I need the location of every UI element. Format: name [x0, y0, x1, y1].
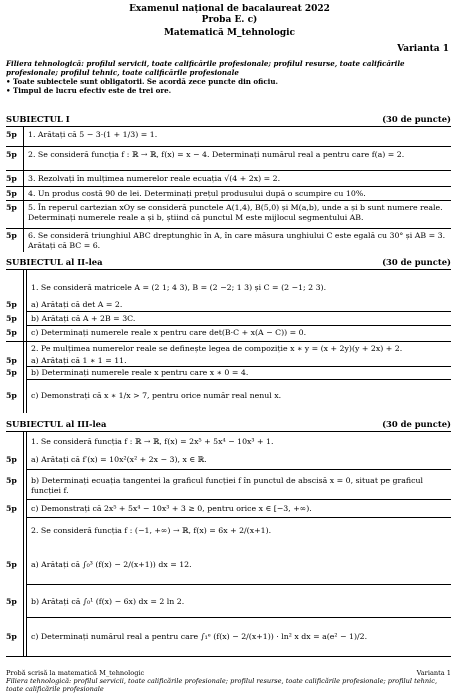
subiect-3-header: [6, 419, 451, 430]
bullet-timp: • Timpul de lucru efectiv este de trei ore.: [6, 86, 172, 95]
subiect-3-points: (30 de puncte): [382, 419, 451, 429]
question-text: 2. Se consideră funcția f : (−1, +∞) → ℝ, f(x) = 6x + 2/(x+1).: [31, 526, 272, 535]
points-label: 5p: [6, 391, 17, 400]
item-text: 4. Un produs costă 90 de lei. Determinați prețul produsului după o scumpire cu 10%.: [28, 189, 366, 198]
column-divider: [23, 269, 24, 385]
points-label: 5p: [6, 231, 17, 240]
points-label: 5p: [6, 203, 17, 212]
points-label: 5p: [6, 174, 17, 183]
item-text: 1. Arătați că 5 − 3·(1 + 1/3) = 1.: [28, 130, 158, 139]
divider: [6, 126, 451, 127]
item-text: b) Determinați numerele reale x pentru care x ∗ 0 = 4.: [31, 368, 249, 377]
points-label: 5p: [6, 560, 17, 569]
footer: [6, 669, 451, 693]
divider: [26, 617, 451, 618]
item-text: b) Arătați că A + 2B = 3C.: [31, 314, 136, 323]
points-label: 5p: [6, 504, 17, 513]
divider: [6, 146, 451, 147]
item-text: c) Demonstrați că 2x⁵ + 5x⁴ − 10x³ + 3 ≥ 0, pentru orice x ∈ [−3, +∞).: [31, 504, 312, 513]
divider: [6, 170, 451, 171]
intro-block: [6, 59, 451, 95]
divider: [26, 379, 451, 380]
points-label: 5p: [6, 150, 17, 159]
divider: [6, 228, 451, 229]
points-label: 5p: [6, 632, 17, 641]
divider: [6, 431, 451, 432]
divider: [26, 517, 451, 518]
divider: [6, 656, 451, 657]
subiect-2-title: SUBIECTUL al II-lea: [6, 257, 103, 267]
item-text: c) Determinați numărul real a pentru care ∫₁ᵉ (f(x) − 2/(x+1)) · ln² x dx = a(e² − 1)/2.: [31, 632, 368, 641]
points-label: 5p: [6, 300, 17, 309]
exam-proba: Proba E. c): [201, 15, 258, 25]
column-divider: [26, 269, 27, 385]
divider: [26, 499, 451, 500]
filiera-text: Filiera tehnologică: profilul servicii, toate calificările profesionale; profilul resurse, toate calificările profesionale; profilul tehnic, toate calificările profesionale: [6, 59, 405, 77]
points-label: 5p: [6, 130, 17, 139]
item-text: c) Determinați numerele reale x pentru care det(B·C + x(A − C)) = 0.: [31, 328, 307, 337]
points-label: 5p: [6, 455, 17, 464]
exam-subject: Matematică M_tehnologic: [163, 28, 296, 38]
points-label: 5p: [6, 356, 17, 365]
divider: [6, 341, 451, 342]
points-label: 5p: [6, 597, 17, 606]
points-label: 5p: [6, 476, 17, 485]
divider: [6, 269, 451, 270]
bullet-obligatorii: • Toate subiectele sunt obligatorii. Se acordă zece puncte din oficiu.: [6, 77, 278, 86]
points-label: 5p: [6, 328, 17, 337]
column-divider: [23, 385, 24, 413]
divider: [6, 186, 451, 187]
divider: [26, 311, 451, 312]
divider: [26, 325, 451, 326]
item-text: a) Arătați că f′(x) = 10x²(x² + 2x − 3), x ∈ ℝ.: [31, 455, 207, 464]
question-text: 2. Pe mulțimea numerelor reale se definește legea de compoziție x ∗ y = (x + 2y)(y + 2x) + 2.: [31, 344, 403, 353]
column-divider: [23, 126, 24, 252]
question-text: 1. Se consideră funcția f : ℝ → ℝ, f(x) = 2x⁵ + 5x⁴ − 10x³ + 1.: [31, 437, 274, 446]
item-text: c) Demonstrați că x ∗ 1/x > 7, pentru orice număr real nenul x.: [31, 391, 282, 400]
points-label: 5p: [6, 368, 17, 377]
subiect-2-points: (30 de puncte): [382, 257, 451, 267]
footer-varianta: Varianta 1: [416, 669, 451, 677]
item-text: 3. Rezolvați în mulțimea numerelor reale ecuația √(4 + 2x) = 2.: [28, 174, 281, 183]
item-text: a) Arătați că det A = 2.: [31, 300, 123, 309]
column-divider: [23, 431, 24, 656]
footer-left: Probă scrisă la matematică M_tehnologic: [6, 669, 145, 677]
item-text: a) Arătați că ∫₀³ (f(x) − 2/(x+1)) dx = 12.: [31, 560, 192, 569]
item-text: 6. Se consideră triunghiul ABC dreptunghic în A, în care măsura unghiului C este egală cu 30° și AB = 3. Arătați că BC = 6.: [28, 231, 446, 250]
divider: [26, 469, 451, 470]
exam-header: [0, 4, 459, 39]
points-label: 5p: [6, 189, 17, 198]
subiect-1-header: [6, 114, 451, 125]
item-text: b) Arătați că ∫₀¹ (f(x) − 6x) dx = 2 ln 2.: [31, 597, 185, 606]
subiect-1-title: SUBIECTUL I: [6, 114, 70, 124]
item-text: 5. În reperul cartezian xOy se consideră punctele A(1,4), B(5,0) și M(a,b), unde a și b sunt numere reale. Determinați numerele reale a și b, știind că punctul M este mijlocul segmentului AB.: [28, 203, 443, 222]
points-label: 5p: [6, 314, 17, 323]
item-text: b) Determinați ecuația tangentei la graficul funcției f în punctul de abscisă x = 0, situat pe graficul funcției f.: [31, 476, 423, 495]
item-text: a) Arătați că 1 ∗ 1 = 11.: [31, 356, 127, 365]
question-text: 1. Se consideră matricele A = (2 1; 4 3), B = (2 −2; 1 3) și C = (2 −1; 2 3).: [31, 283, 327, 292]
divider: [6, 200, 451, 201]
subiect-3-title: SUBIECTUL al III-lea: [6, 419, 107, 429]
column-divider: [26, 385, 27, 413]
divider: [26, 366, 451, 367]
column-divider: [26, 431, 27, 656]
footer-filiera: Filiera tehnologică: profilul servicii, toate calificările profesionale; profilul resurse, toate calificările profesionale; profilul tehnic, toate calificările profesionale: [6, 677, 438, 693]
item-text: 2. Se consideră funcția f : ℝ → ℝ, f(x) = x − 4. Determinați numărul real a pentru care f(a) = 2.: [28, 150, 405, 159]
divider: [26, 584, 451, 585]
varianta-label: Varianta 1: [397, 44, 449, 54]
subiect-2-header: [6, 257, 451, 268]
subiect-1-points: (30 de puncte): [382, 114, 451, 124]
exam-title: Examenul național de bacalaureat 2022: [129, 4, 330, 14]
